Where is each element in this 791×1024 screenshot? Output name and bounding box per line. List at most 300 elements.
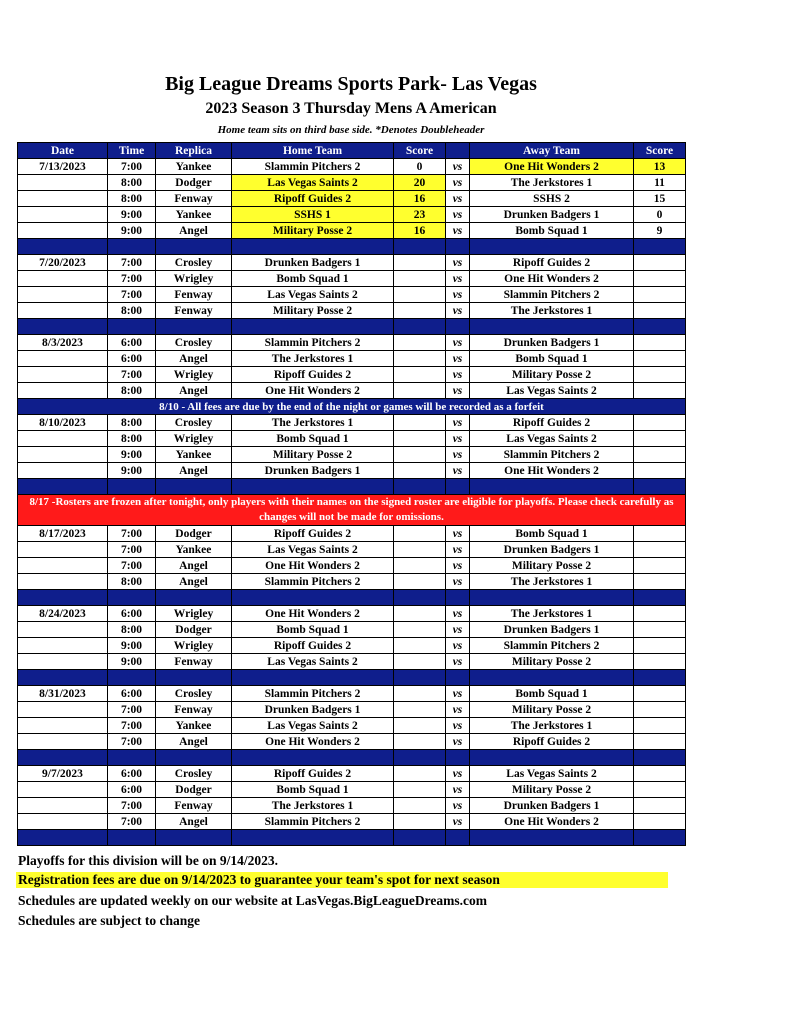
- separator-cell: [634, 590, 686, 606]
- time-cell: 9:00: [108, 207, 156, 223]
- time-cell: 7:00: [108, 542, 156, 558]
- time-cell: 7:00: [108, 526, 156, 542]
- separator-cell: [470, 750, 634, 766]
- separator-cell: [108, 670, 156, 686]
- replica-cell: Angel: [156, 351, 232, 367]
- date-cell: [18, 191, 108, 207]
- registration-note: Registration fees are due on 9/14/2023 to guarantee your team's spot for next season: [16, 872, 668, 888]
- replica-cell: Fenway: [156, 287, 232, 303]
- away-team-cell: Drunken Badgers 1: [470, 622, 634, 638]
- table-row: [18, 447, 686, 463]
- separator-row: [18, 479, 686, 495]
- home-team-cell: One Hit Wonders 2: [232, 558, 394, 574]
- col-header-date: Date: [18, 143, 108, 159]
- table-row: [18, 638, 686, 654]
- away-score-cell: [634, 367, 686, 383]
- vs-cell: vs: [446, 638, 470, 654]
- table-row: [18, 335, 686, 351]
- home-score-cell: [394, 542, 446, 558]
- home-team-cell: Slammin Pitchers 2: [232, 335, 394, 351]
- vs-cell: vs: [446, 686, 470, 702]
- table-row: [18, 622, 686, 638]
- home-score-cell: [394, 351, 446, 367]
- separator-cell: [470, 590, 634, 606]
- col-header-home-score: Score: [394, 143, 446, 159]
- separator-row: [18, 670, 686, 686]
- vs-cell: vs: [446, 526, 470, 542]
- separator-row: [18, 319, 686, 335]
- separator-cell: [18, 239, 108, 255]
- home-score-cell: [394, 638, 446, 654]
- time-cell: 8:00: [108, 431, 156, 447]
- vs-cell: vs: [446, 702, 470, 718]
- home-score-cell: [394, 798, 446, 814]
- table-row: [18, 718, 686, 734]
- time-cell: 6:00: [108, 606, 156, 622]
- time-cell: 8:00: [108, 415, 156, 431]
- date-cell: [18, 271, 108, 287]
- table-row: [18, 255, 686, 271]
- replica-cell: Angel: [156, 223, 232, 239]
- home-team-cell: Drunken Badgers 1: [232, 463, 394, 479]
- home-team-cell: Military Posse 2: [232, 223, 394, 239]
- table-row: [18, 606, 686, 622]
- table-row: [18, 526, 686, 542]
- vs-cell: vs: [446, 574, 470, 590]
- date-cell: [18, 734, 108, 750]
- col-header-home-team: Home Team: [232, 143, 394, 159]
- home-score-cell: [394, 287, 446, 303]
- table-row: [18, 207, 686, 223]
- home-score-cell: 20: [394, 175, 446, 191]
- replica-cell: Crosley: [156, 766, 232, 782]
- vs-cell: vs: [446, 734, 470, 750]
- time-cell: 7:00: [108, 159, 156, 175]
- home-team-cell: Las Vegas Saints 2: [232, 175, 394, 191]
- vs-cell: vs: [446, 782, 470, 798]
- replica-cell: Angel: [156, 734, 232, 750]
- away-team-cell: Military Posse 2: [470, 782, 634, 798]
- roster-freeze-notice: [18, 495, 686, 526]
- replica-cell: Crosley: [156, 686, 232, 702]
- home-score-cell: 0: [394, 159, 446, 175]
- away-team-cell: Slammin Pitchers 2: [470, 287, 634, 303]
- date-cell: [18, 207, 108, 223]
- replica-cell: Crosley: [156, 335, 232, 351]
- home-score-cell: 23: [394, 207, 446, 223]
- table-header-row: [18, 143, 686, 159]
- table-row: [18, 191, 686, 207]
- away-score-cell: [634, 638, 686, 654]
- home-team-cell: The Jerkstores 1: [232, 415, 394, 431]
- vs-cell: vs: [446, 159, 470, 175]
- replica-cell: Crosley: [156, 415, 232, 431]
- separator-cell: [232, 319, 394, 335]
- separator-cell: [470, 319, 634, 335]
- separator-cell: [394, 670, 446, 686]
- vs-cell: vs: [446, 303, 470, 319]
- date-cell: [18, 223, 108, 239]
- date-cell: [18, 463, 108, 479]
- away-team-cell: Military Posse 2: [470, 654, 634, 670]
- away-team-cell: Drunken Badgers 1: [470, 335, 634, 351]
- away-score-cell: 15: [634, 191, 686, 207]
- away-score-cell: [634, 782, 686, 798]
- vs-cell: vs: [446, 255, 470, 271]
- away-team-cell: Ripoff Guides 2: [470, 255, 634, 271]
- col-header-away-score: Score: [634, 143, 686, 159]
- separator-cell: [634, 670, 686, 686]
- date-cell: [18, 622, 108, 638]
- home-score-cell: [394, 431, 446, 447]
- date-cell: [18, 542, 108, 558]
- playoffs-note: Playoffs for this division will be on 9/14/2023.: [18, 853, 279, 868]
- separator-cell: [108, 830, 156, 846]
- separator-cell: [394, 830, 446, 846]
- table-row: [18, 798, 686, 814]
- vs-cell: vs: [446, 447, 470, 463]
- date-cell: [18, 718, 108, 734]
- home-team-cell: One Hit Wonders 2: [232, 606, 394, 622]
- separator-cell: [108, 479, 156, 495]
- home-score-cell: [394, 782, 446, 798]
- replica-cell: Fenway: [156, 702, 232, 718]
- date-cell: [18, 431, 108, 447]
- separator-cell: [18, 670, 108, 686]
- time-cell: 9:00: [108, 463, 156, 479]
- fees-due-notice: [18, 399, 686, 415]
- separator-cell: [156, 239, 232, 255]
- date-cell: [18, 814, 108, 830]
- time-cell: 8:00: [108, 303, 156, 319]
- col-header-vs: [446, 143, 470, 159]
- separator-cell: [18, 479, 108, 495]
- away-score-cell: [634, 415, 686, 431]
- vs-cell: vs: [446, 463, 470, 479]
- away-score-cell: [634, 542, 686, 558]
- separator-cell: [634, 830, 686, 846]
- time-cell: 9:00: [108, 223, 156, 239]
- home-team-cell: Ripoff Guides 2: [232, 766, 394, 782]
- vs-cell: vs: [446, 654, 470, 670]
- home-team-cell: Ripoff Guides 2: [232, 191, 394, 207]
- replica-cell: Yankee: [156, 447, 232, 463]
- separator-cell: [634, 750, 686, 766]
- separator-row: [18, 590, 686, 606]
- replica-cell: Dodger: [156, 622, 232, 638]
- replica-cell: Yankee: [156, 207, 232, 223]
- separator-cell: [446, 590, 470, 606]
- away-score-cell: 0: [634, 207, 686, 223]
- away-team-cell: Slammin Pitchers 2: [470, 638, 634, 654]
- away-score-cell: [634, 271, 686, 287]
- home-score-cell: [394, 463, 446, 479]
- replica-cell: Dodger: [156, 175, 232, 191]
- separator-cell: [108, 590, 156, 606]
- vs-cell: vs: [446, 431, 470, 447]
- vs-cell: vs: [446, 718, 470, 734]
- home-score-cell: [394, 526, 446, 542]
- away-score-cell: [634, 718, 686, 734]
- website-note: Schedules are updated weekly on our website at LasVegas.BigLeagueDreams.com: [18, 893, 488, 908]
- away-team-cell: Bomb Squad 1: [470, 351, 634, 367]
- away-score-cell: [634, 287, 686, 303]
- time-cell: 7:00: [108, 702, 156, 718]
- separator-cell: [232, 479, 394, 495]
- date-cell: [18, 798, 108, 814]
- separator-cell: [394, 319, 446, 335]
- date-cell: [18, 574, 108, 590]
- home-score-cell: [394, 335, 446, 351]
- separator-cell: [446, 319, 470, 335]
- vs-cell: vs: [446, 558, 470, 574]
- date-cell: [18, 175, 108, 191]
- separator-cell: [156, 750, 232, 766]
- date-cell: [18, 654, 108, 670]
- col-header-time: Time: [108, 143, 156, 159]
- replica-cell: Fenway: [156, 191, 232, 207]
- table-row: [18, 271, 686, 287]
- separator-cell: [232, 239, 394, 255]
- home-team-cell: The Jerkstores 1: [232, 798, 394, 814]
- home-team-cell: SSHS 1: [232, 207, 394, 223]
- time-cell: 8:00: [108, 191, 156, 207]
- vs-cell: vs: [446, 383, 470, 399]
- vs-cell: vs: [446, 766, 470, 782]
- away-team-cell: Las Vegas Saints 2: [470, 766, 634, 782]
- away-score-cell: 11: [634, 175, 686, 191]
- separator-row: [18, 239, 686, 255]
- home-score-cell: 16: [394, 223, 446, 239]
- separator-row: [18, 830, 686, 846]
- table-row: [18, 542, 686, 558]
- vs-cell: vs: [446, 622, 470, 638]
- away-team-cell: Military Posse 2: [470, 367, 634, 383]
- replica-cell: Dodger: [156, 526, 232, 542]
- time-cell: 8:00: [108, 622, 156, 638]
- table-row: [18, 383, 686, 399]
- away-score-cell: [634, 526, 686, 542]
- date-cell: 8/17/2023: [18, 526, 108, 542]
- home-team-cell: Slammin Pitchers 2: [232, 574, 394, 590]
- separator-cell: [18, 319, 108, 335]
- separator-cell: [156, 830, 232, 846]
- vs-cell: vs: [446, 191, 470, 207]
- away-score-cell: [634, 814, 686, 830]
- away-team-cell: The Jerkstores 1: [470, 574, 634, 590]
- date-cell: [18, 782, 108, 798]
- replica-cell: Angel: [156, 383, 232, 399]
- separator-cell: [470, 830, 634, 846]
- date-cell: [18, 558, 108, 574]
- date-cell: 8/3/2023: [18, 335, 108, 351]
- vs-cell: vs: [446, 207, 470, 223]
- table-row: [18, 175, 686, 191]
- home-score-cell: [394, 447, 446, 463]
- table-row: [18, 159, 686, 175]
- separator-cell: [108, 319, 156, 335]
- table-row: [18, 654, 686, 670]
- vs-cell: vs: [446, 287, 470, 303]
- home-team-cell: Slammin Pitchers 2: [232, 159, 394, 175]
- table-row: [18, 367, 686, 383]
- home-score-cell: [394, 255, 446, 271]
- home-score-cell: [394, 606, 446, 622]
- date-cell: 8/10/2023: [18, 415, 108, 431]
- time-cell: 8:00: [108, 175, 156, 191]
- vs-cell: vs: [446, 814, 470, 830]
- home-team-cell: Bomb Squad 1: [232, 782, 394, 798]
- away-team-cell: Ripoff Guides 2: [470, 734, 634, 750]
- home-score-cell: [394, 574, 446, 590]
- table-row: [18, 303, 686, 319]
- time-cell: 7:00: [108, 287, 156, 303]
- table-row: [18, 415, 686, 431]
- replica-cell: Wrigley: [156, 367, 232, 383]
- time-cell: 7:00: [108, 718, 156, 734]
- home-team-cell: Slammin Pitchers 2: [232, 686, 394, 702]
- away-score-cell: [634, 351, 686, 367]
- replica-cell: Crosley: [156, 255, 232, 271]
- date-cell: [18, 702, 108, 718]
- away-score-cell: [634, 686, 686, 702]
- vs-cell: vs: [446, 223, 470, 239]
- home-team-cell: Drunken Badgers 1: [232, 255, 394, 271]
- vs-cell: vs: [446, 542, 470, 558]
- separator-cell: [18, 830, 108, 846]
- separator-cell: [156, 319, 232, 335]
- time-cell: 8:00: [108, 383, 156, 399]
- away-team-cell: One Hit Wonders 2: [470, 271, 634, 287]
- home-team-cell: Slammin Pitchers 2: [232, 814, 394, 830]
- home-score-cell: [394, 415, 446, 431]
- time-cell: 7:00: [108, 814, 156, 830]
- home-team-cell: Bomb Squad 1: [232, 622, 394, 638]
- table-row: [18, 431, 686, 447]
- away-team-cell: Military Posse 2: [470, 702, 634, 718]
- home-score-cell: [394, 654, 446, 670]
- separator-cell: [634, 239, 686, 255]
- table-row: [18, 558, 686, 574]
- away-team-cell: One Hit Wonders 2: [470, 814, 634, 830]
- date-cell: [18, 383, 108, 399]
- table-row: [18, 686, 686, 702]
- away-team-cell: Drunken Badgers 1: [470, 798, 634, 814]
- replica-cell: Fenway: [156, 654, 232, 670]
- away-team-cell: Drunken Badgers 1: [470, 207, 634, 223]
- home-team-cell: Bomb Squad 1: [232, 431, 394, 447]
- table-row: [18, 782, 686, 798]
- away-score-cell: [634, 702, 686, 718]
- home-team-cell: One Hit Wonders 2: [232, 734, 394, 750]
- separator-row: [18, 750, 686, 766]
- separator-cell: [108, 750, 156, 766]
- table-row: [18, 351, 686, 367]
- away-score-cell: [634, 255, 686, 271]
- away-team-cell: Bomb Squad 1: [470, 526, 634, 542]
- replica-cell: Angel: [156, 574, 232, 590]
- home-team-cell: Las Vegas Saints 2: [232, 654, 394, 670]
- home-team-cell: Las Vegas Saints 2: [232, 287, 394, 303]
- replica-cell: Angel: [156, 814, 232, 830]
- separator-cell: [634, 479, 686, 495]
- replica-cell: Yankee: [156, 542, 232, 558]
- date-cell: 7/20/2023: [18, 255, 108, 271]
- home-score-cell: [394, 558, 446, 574]
- separator-cell: [156, 590, 232, 606]
- separator-cell: [634, 319, 686, 335]
- date-cell: [18, 287, 108, 303]
- table-row: [18, 814, 686, 830]
- home-team-cell: Military Posse 2: [232, 303, 394, 319]
- replica-cell: Angel: [156, 558, 232, 574]
- away-team-cell: Bomb Squad 1: [470, 223, 634, 239]
- date-cell: 8/24/2023: [18, 606, 108, 622]
- home-score-cell: [394, 383, 446, 399]
- replica-cell: Fenway: [156, 798, 232, 814]
- separator-cell: [232, 590, 394, 606]
- table-row: [18, 702, 686, 718]
- away-team-cell: Bomb Squad 1: [470, 686, 634, 702]
- replica-cell: Wrigley: [156, 271, 232, 287]
- replica-cell: Dodger: [156, 782, 232, 798]
- replica-cell: Wrigley: [156, 638, 232, 654]
- away-score-cell: [634, 447, 686, 463]
- away-score-cell: [634, 622, 686, 638]
- away-team-cell: Las Vegas Saints 2: [470, 383, 634, 399]
- time-cell: 6:00: [108, 766, 156, 782]
- notice-text: 8/17 -Rosters are frozen after tonight, only players with their names on the signed roster are eligible for playoffs. Please check carefully as changes will not be made for omissions.: [18, 495, 686, 526]
- away-score-cell: [634, 654, 686, 670]
- date-cell: 7/13/2023: [18, 159, 108, 175]
- home-team-cell: The Jerkstores 1: [232, 351, 394, 367]
- separator-cell: [232, 830, 394, 846]
- away-score-cell: 13: [634, 159, 686, 175]
- page-subtitle: 2023 Season 3 Thursday Mens A American: [205, 100, 497, 117]
- separator-cell: [470, 670, 634, 686]
- col-header-away-team: Away Team: [470, 143, 634, 159]
- vs-cell: vs: [446, 175, 470, 191]
- home-team-cell: Las Vegas Saints 2: [232, 718, 394, 734]
- home-score-cell: [394, 734, 446, 750]
- separator-cell: [156, 479, 232, 495]
- home-team-cell: One Hit Wonders 2: [232, 383, 394, 399]
- date-cell: [18, 351, 108, 367]
- table-row: [18, 766, 686, 782]
- replica-cell: Wrigley: [156, 431, 232, 447]
- home-score-cell: [394, 718, 446, 734]
- separator-cell: [394, 750, 446, 766]
- separator-cell: [394, 590, 446, 606]
- separator-cell: [470, 239, 634, 255]
- separator-cell: [156, 670, 232, 686]
- away-team-cell: Ripoff Guides 2: [470, 415, 634, 431]
- home-team-cell: Ripoff Guides 2: [232, 638, 394, 654]
- separator-cell: [18, 590, 108, 606]
- replica-cell: Fenway: [156, 303, 232, 319]
- vs-cell: vs: [446, 606, 470, 622]
- date-cell: [18, 447, 108, 463]
- vs-cell: vs: [446, 367, 470, 383]
- table-row: [18, 734, 686, 750]
- time-cell: 9:00: [108, 447, 156, 463]
- separator-cell: [232, 750, 394, 766]
- away-team-cell: Drunken Badgers 1: [470, 542, 634, 558]
- date-cell: [18, 303, 108, 319]
- replica-cell: Yankee: [156, 159, 232, 175]
- table-row: [18, 463, 686, 479]
- home-score-cell: 16: [394, 191, 446, 207]
